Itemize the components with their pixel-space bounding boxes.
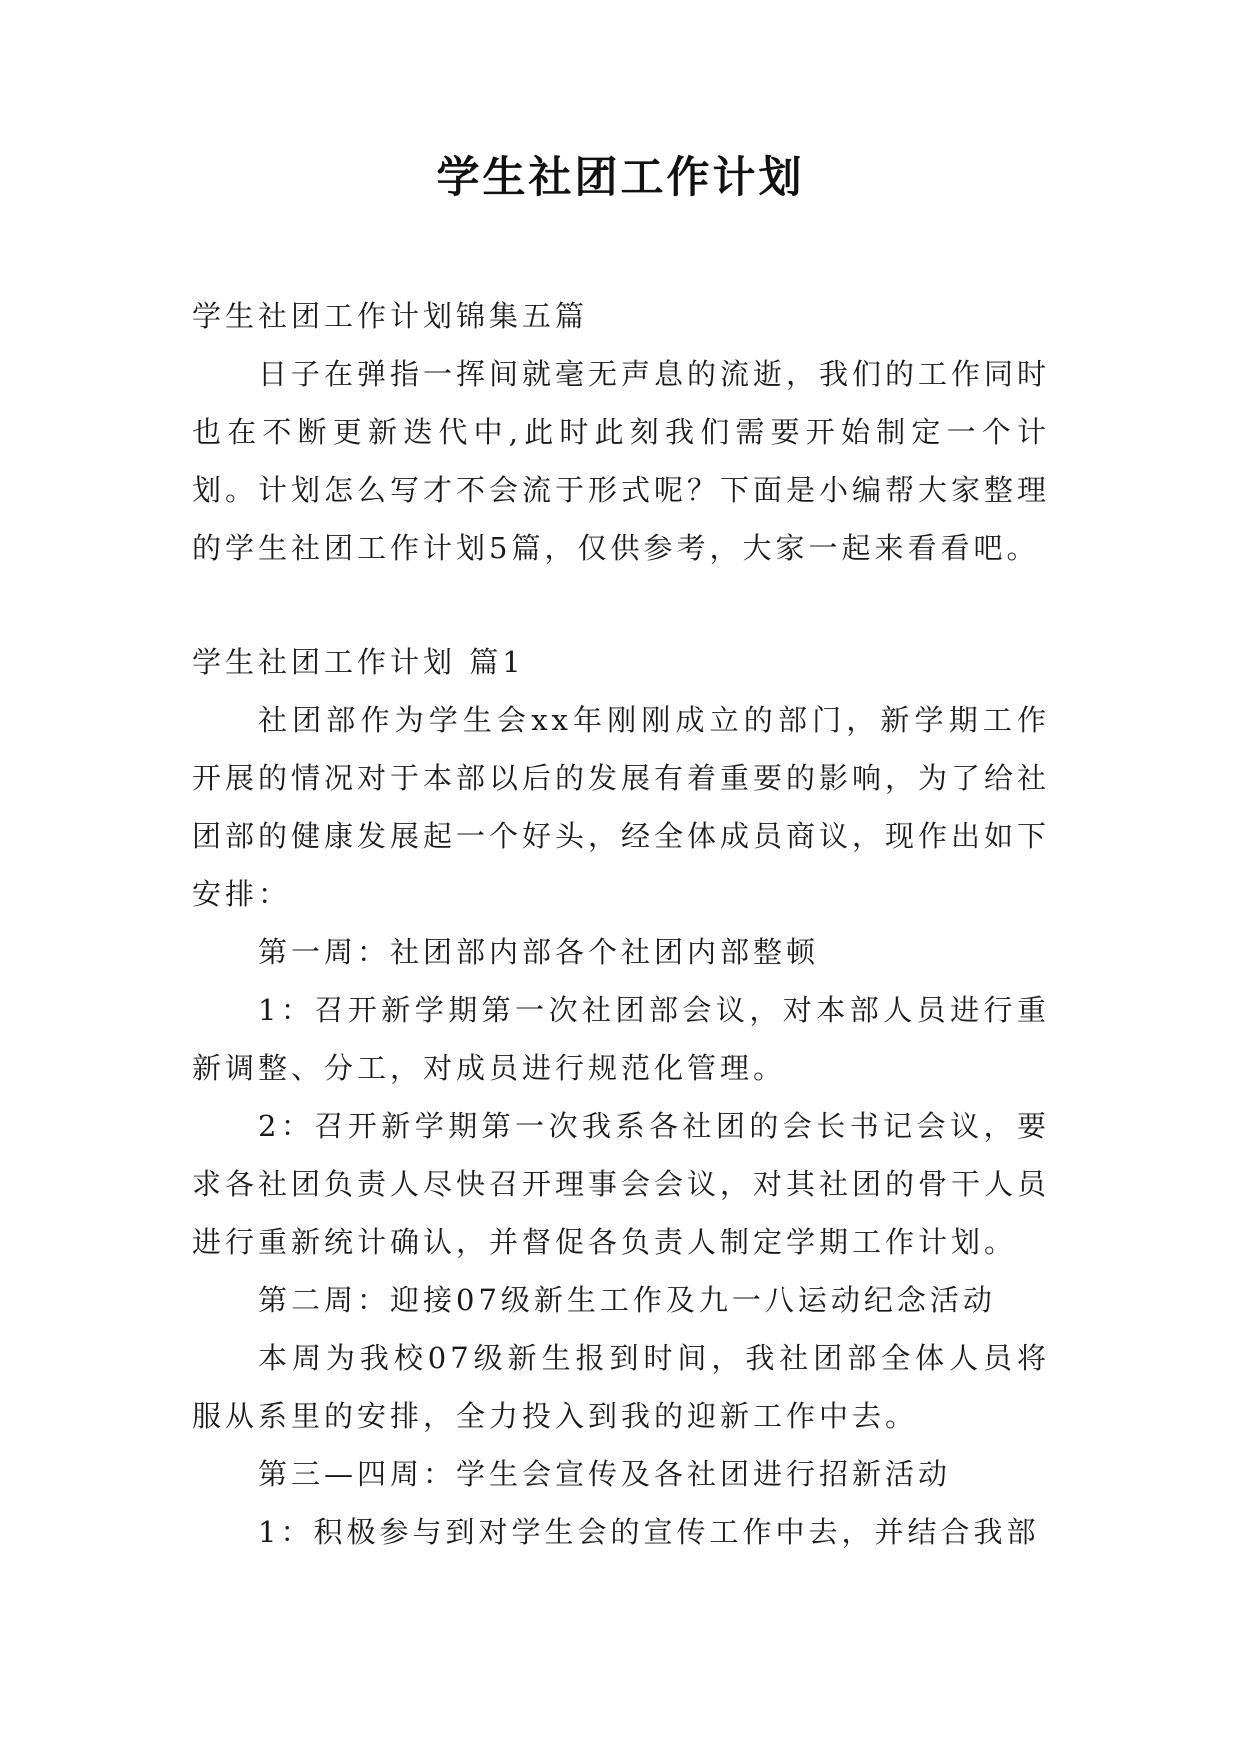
page-title: 学生社团工作计划 [436, 153, 805, 203]
body-paragraph: 1：积极参与到对学生会的宣传工作中去，并结合我部 [258, 1515, 1040, 1549]
body-paragraph: 本周为我校07级新生报到时间，我社团部全体人员将服从系里的安排，全力投入到我的迎新工作中去。 [192, 1341, 1050, 1433]
body-paragraph: 2：召开新学期第一次我系各社团的会长书记会议，要求各社团负责人尽快召开理事会会议，对其社团的骨干人员进行重新统计确认，并督促各负责人制定学期工作计划。 [192, 1109, 1051, 1259]
week-heading: 第一周：社团部内部各个社团内部整顿 [258, 935, 820, 969]
collection-heading: 学生社团工作计划锦集五篇 [192, 299, 589, 333]
week-heading: 第三—四周：学生会宣传及各社团进行招新活动 [258, 1457, 952, 1491]
week-heading: 第二周：迎接07级新生工作及九一八运动纪念活动 [258, 1283, 996, 1317]
intro-paragraph: 日子在弹指一挥间就毫无声息的流逝，我们的工作同时也在不断更新迭代中,此时此刻我们需要开始制定一个计划。计划怎么写才不会流于形式呢？下面是小编帮大家整理的学生社团工作计划5篇，仅供参考，大家一起来看看吧。 [192, 357, 1051, 565]
body-paragraph: 社团部作为学生会xx年刚刚成立的部门，新学期工作开展的情况对于本部以后的发展有着重要的影响，为了给社团部的健康发展起一个好头，经全体成员商议，现作出如下安排： [192, 703, 1051, 911]
body-paragraph: 1：召开新学期第一次社团部会议，对本部人员进行重新调整、分工，对成员进行规范化管理。 [192, 993, 1050, 1085]
section-heading: 学生社团工作计划 篇1 [192, 645, 525, 679]
document-body [192, 287, 1050, 1561]
section-spacer [192, 577, 1050, 633]
